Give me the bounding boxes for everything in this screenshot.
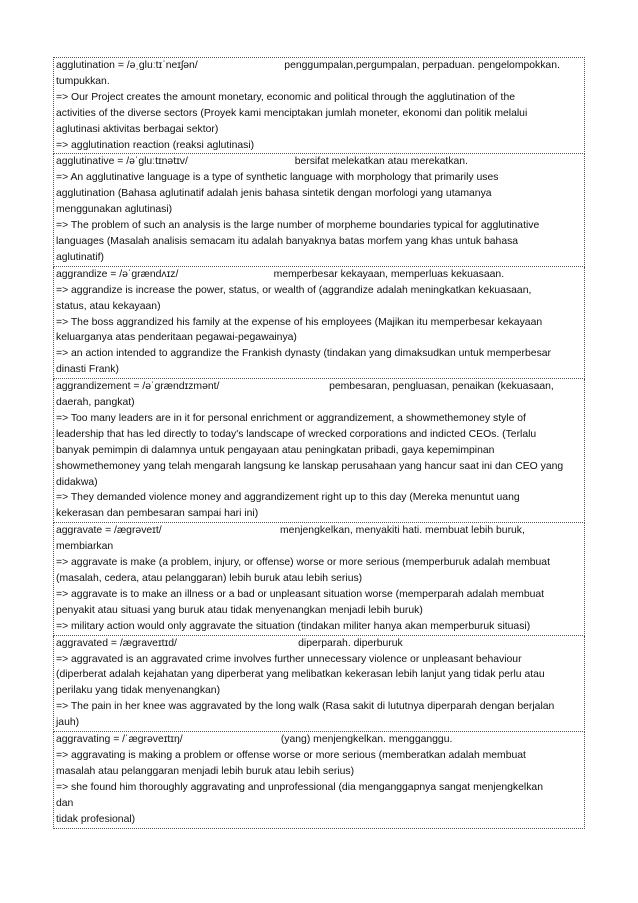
document-page [53,57,585,829]
entry-headword-line: aggravating = /ˈægrəveɪtɪŋ/ (yang) menjengkelkan. mengganggu. [56,734,453,746]
entry-text-line: banyak pemimpin di dalamnya untuk pengayaan atau peningkatan pribadi, gaya kepemimpinan [56,444,495,456]
entry-text-line: membiarkan [56,541,114,553]
entry-text-line: aglutinatif) [56,251,104,263]
entry-text-line: => Our Project creates the amount monetary, economic and political through the agglutination of the [56,91,515,103]
entry-text-line: agglutination (Bahasa aglutinatif adalah jenis bahasa sintetik dengan morfologi yang utamanya [56,188,492,200]
entry-text-line: (diperberat adalah kejahatan yang diperberat yang melibatkan kekerasan lebih lanjut yang tidak perlu atau [56,669,545,681]
entry-text-line: => aggrandize is increase the power, status, or wealth of (aggrandize adalah meningkatkan kekuasaan, [56,284,532,296]
entry-text-line: => They demanded violence money and aggrandizement right up to this day (Mereka menuntut uang [56,492,520,504]
entry-text-line: => The boss aggrandized his family at the expense of his employees (Majikan itu memperbesar kekayaan [56,316,543,328]
entry-text-line: didakwa) [56,476,98,488]
entry-text-line: kekerasan dan pembesaran sampai hari ini) [56,508,259,520]
entry-aggravated [53,636,585,732]
entry-text-line: => An agglutinative language is a type of synthetic language with morphology that primarily uses [56,172,499,184]
entry-text-line: keluarganya atas penderitaan pegawai-pegawainya) [56,332,297,344]
entry-headword-line: aggravate = /ægrəveɪt/ menjengkelkan, menyakiti hati. membuat lebih buruk, [56,525,525,537]
entry-text-line: activities of the diverse sectors (Proyek kami menciptakan jumlah moneter, ekonomi dan politik melalui [56,107,528,119]
entry-text-line: => aggravating is making a problem or offense worse or more serious (memberatkan adalah membuat [56,749,526,761]
entry-text-line: penyakit atau situasi yang buruk atau tidak menyenangkan menjadi lebih buruk) [56,604,423,616]
entry-aggrandize [53,267,585,379]
entry-text-line: masalah atau pelanggaran menjadi lebih buruk atau lebih serius) [56,765,355,777]
entry-text-line: perilaku yang tidak menyenangkan) [56,685,221,697]
entry-text-line: menggunakan aglutinasi) [56,204,173,216]
entry-agglutination [53,57,585,154]
entry-text-line: dan [56,797,74,809]
entry-text-line: aglutinasi aktivitas berbagai sektor) [56,123,219,135]
entry-text-line: => she found him thoroughly aggravating and unprofessional (dia menganggapnya sangat menjengkelkan [56,781,543,793]
entry-text-line: showmethemoney yang telah mengarah langsung ke lanskap perusahaan yang hancur saat ini dan CEO yang [56,460,564,472]
entry-agglutinative [53,154,585,266]
entry-headword-line: aggravated = /ægraveɪtɪd/ diperparah. diperburuk [56,637,403,649]
entry-text-line: languages (Masalah analisis semacam itu adalah banyaknya batas morfem yang khas untuk bahasa [56,235,519,247]
entry-aggrandizement [53,379,585,523]
entry-aggravate [53,523,585,635]
entry-text-line: dinasti Frank) [56,364,119,376]
entry-headword-line: agglutinative = /əˈgluːtɪnətɪv/ bersifat melekatkan atau merekatkan. [56,156,468,168]
entry-text-line: => aggravate is to make an illness or a bad or unpleasant situation worse (memperparah adalah membuat [56,588,545,600]
entry-headword-line: agglutination = /əˌgluːtɪˈneɪʃən/ penggumpalan,pergumpalan, perpaduan. pengelompokkan. [56,60,560,71]
entry-text-line: => agglutination reaction (reaksi aglutinasi) [56,139,255,151]
entry-text-line: => aggravated is an aggravated crime involves further unnecessary violence or unpleasant behaviour [56,653,522,665]
entry-text-line: => an action intended to aggrandize the Frankish dynasty (tindakan yang dimaksudkan untuk memperbesar [56,348,552,360]
entry-headword-line: aggrandizement = /əˈgrændɪzmənt/ pembesaran, pengluasan, penaikan (kekuasaan, [56,381,554,393]
entry-text-line: status, atau kekayaan) [56,300,161,312]
entry-text-line: jauh) [56,717,80,729]
entry-text-line: => The problem of such an analysis is the large number of morpheme boundaries typical for agglutinative [56,220,540,232]
entry-text-line: leadership that has led directly to today's landscape of wrecked corporations and indicted CEOs. (Terlalu [56,428,537,440]
entry-text-line: => military action would only aggravate the situation (tindakan militer hanya akan memperburuk situasi) [56,620,531,632]
entry-text-line: => aggravate is make (a problem, injury, or offense) worse or more serious (memperburuk adalah membuat [56,557,550,569]
entry-text-line: => Too many leaders are in it for personal enrichment or aggrandizement, a showmethemoney style of [56,412,526,424]
entry-text-line: tidak profesional) [56,813,136,825]
entry-text-line: tumpukkan. [56,75,110,87]
entry-text-line: daerah, pangkat) [56,397,135,409]
entry-aggravating [53,732,585,828]
entry-text-line: => The pain in her knee was aggravated by the long walk (Rasa sakit di lututnya diperparah dengan berjalan [56,701,555,713]
entry-headword-line: aggrandize = /əˈgrændʌɪz/ memperbesar kekayaan, memperluas kekuasaan. [56,268,505,280]
entry-text-line: (masalah, cedera, atau pelanggaran) lebih buruk atau lebih serius) [56,573,363,584]
